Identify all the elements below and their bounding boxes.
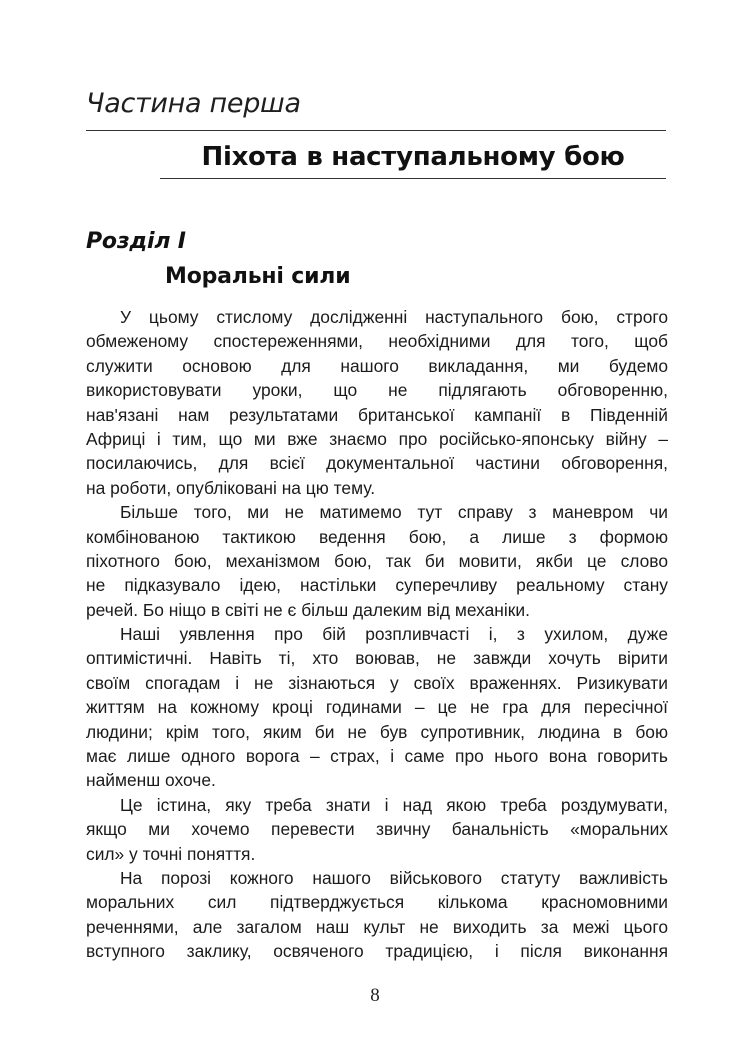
text-line: У цьому стислому дослідженні наступального бою, строго — [120, 307, 668, 327]
paragraph — [86, 500, 668, 622]
text-line: моральних сил підтверджується кількома красномовними — [86, 892, 668, 913]
body-text — [86, 305, 668, 964]
text-line: обмеженому спостереженнями, необхідними для того, щоб — [86, 331, 668, 352]
paragraph — [86, 622, 668, 793]
text-line: Більше того, ми не матимемо тут справу з маневром чи — [120, 502, 668, 523]
text-line: використовувати уроки, що не підлягають обговоренню, — [86, 380, 668, 401]
text-line: піхотного бою, механізмом бою, так би мовити, якби це слово — [86, 550, 668, 571]
text-line: комбінованою тактикою ведення бою, а лише з формою — [86, 526, 668, 547]
text-line: реченнями, але загалом наш культ не виходить за межі цього — [86, 916, 668, 937]
text-line: своїм спогадам і не зізнаються у своїх враженнях. Ризикувати — [86, 672, 668, 693]
part-title-rule — [160, 178, 666, 179]
chapter-number: Розділ І — [86, 229, 186, 254]
text-line: вступного заклику, освяченого традицією, і після виконання — [86, 941, 668, 962]
paragraph — [86, 866, 668, 964]
text-line: має лише одного ворога – страх, і саме про нього вона говорить — [86, 746, 668, 767]
text-line: Африці і тим, що ми вже знаємо про російсько-японську війну – — [86, 428, 668, 449]
text-line: не підказувало ідею, настільки суперечливу реальному стану — [86, 575, 668, 596]
part-label: Частина перша — [86, 88, 301, 119]
text-line: нав'язані нам результатами британської кампанії в Південній — [86, 404, 668, 425]
chapter-title: Моральні сили — [165, 264, 351, 289]
text-line: якщо ми хочемо перевести звичну банальність «моральних — [86, 819, 668, 840]
text-line: людини; крім того, яким би не був супротивник, людина в бою — [86, 721, 668, 742]
text-line: речей. Бо ніщо в світі не є більш далеким від механіки. — [86, 599, 530, 620]
text-line: служити основою для нашого викладання, ми будемо — [86, 355, 668, 376]
text-line: На порозі кожного нашого військового статуту важливість — [120, 867, 668, 888]
text-line: оптимістичні. Навіть ті, хто воював, не завжди хочуть вірити — [86, 648, 668, 669]
text-line: Наші уявлення про бій розпливчасті і, з ухилом, дуже — [120, 624, 668, 645]
paragraph — [86, 305, 668, 500]
text-line: сил» у точні поняття. — [86, 843, 256, 864]
page-number: 8 — [370, 985, 380, 1006]
text-line: Це істина, яку треба знати і над якою треба роздумувати, — [120, 794, 668, 815]
text-line: на роботи, опубліковані на цю тему. — [86, 477, 376, 498]
text-line: життям на кожному кроці годинами – це не гра для пересічної — [86, 697, 668, 718]
text-line: найменш охоче. — [86, 770, 216, 791]
text-line: посилаючись, для всієї документальної частини обговорення, — [86, 453, 668, 474]
paragraph — [86, 793, 668, 866]
part-label-rule — [86, 130, 666, 131]
part-title: Піхота в наступальному бою — [201, 142, 625, 172]
